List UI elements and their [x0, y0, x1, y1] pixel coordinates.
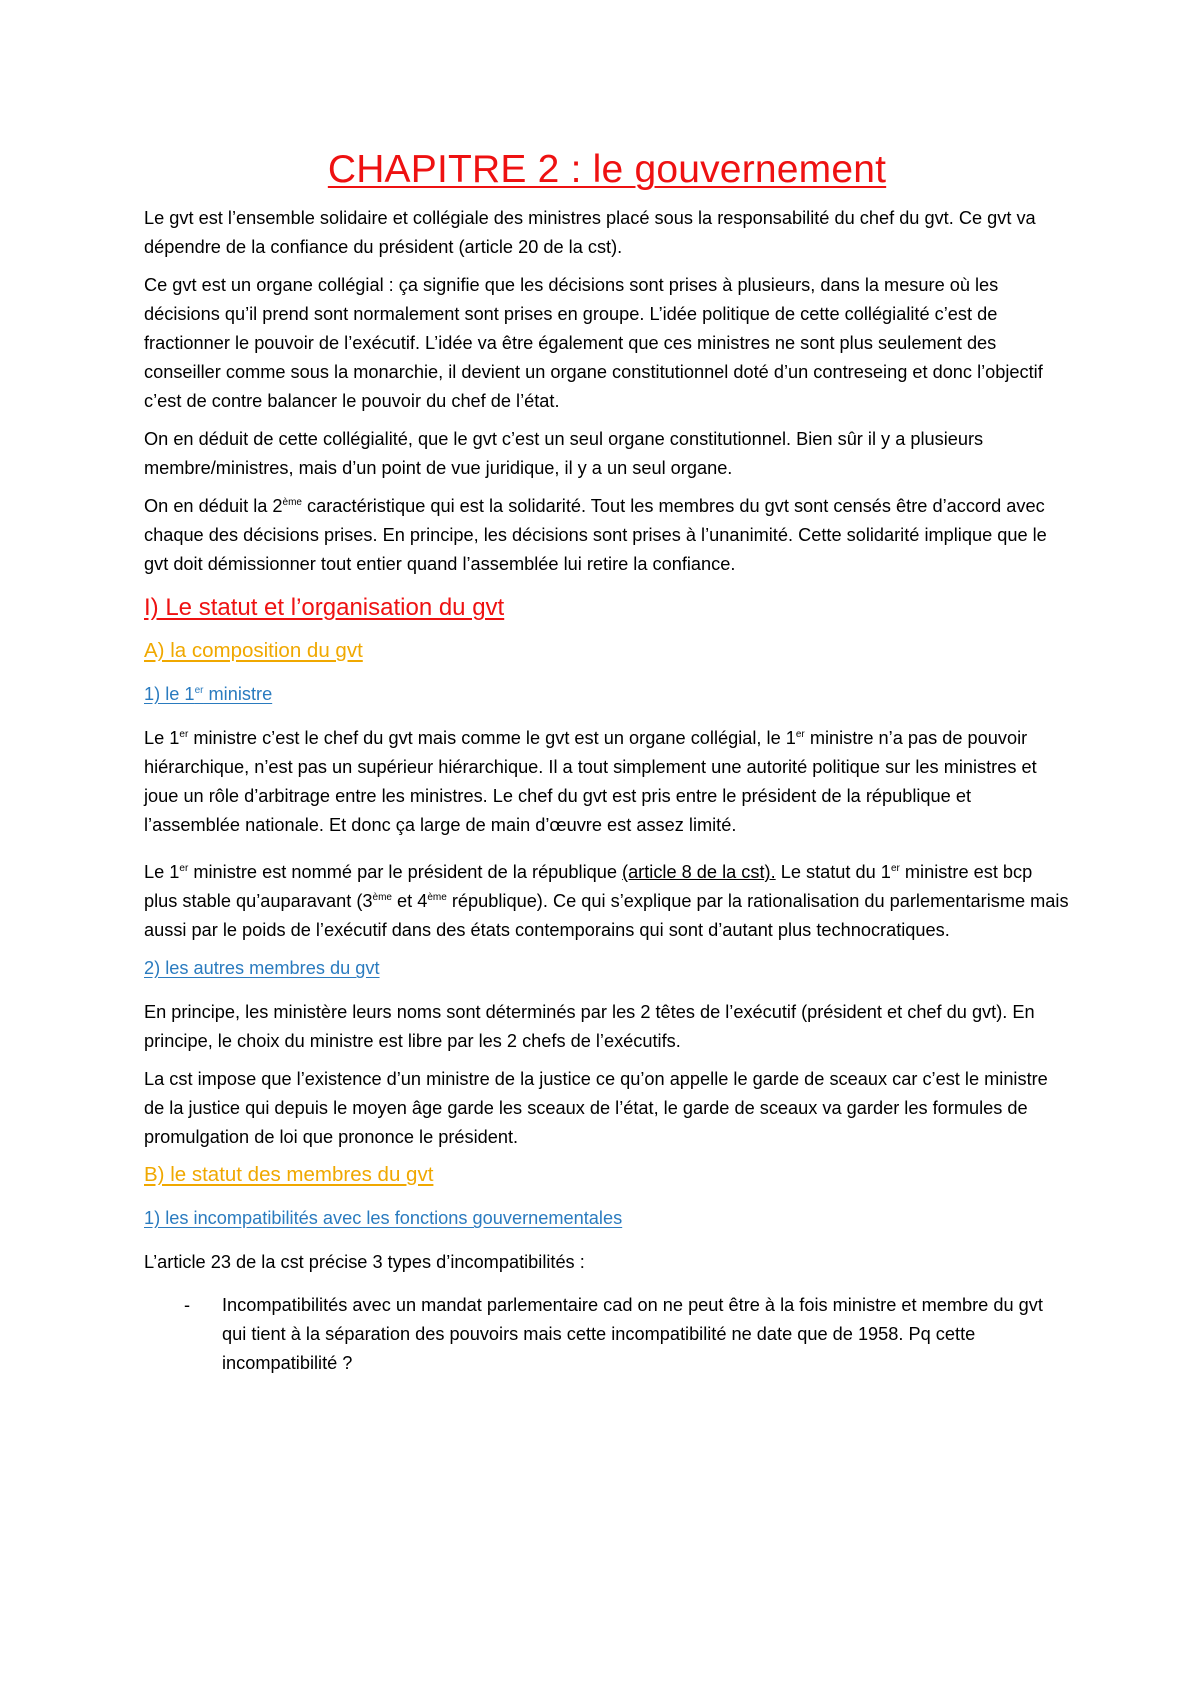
list-item-text: Incompatibilités avec un mandat parlementaire cad on ne peut être à la fois ministre et membre du gvt qui tient à la séparation des pouvoirs mais cette incompatibilité ne date que de 1958. Pq cette incompatibilité ?	[222, 1295, 1043, 1373]
list-dash: -	[184, 1295, 191, 1315]
subsubsection-heading-b1: 1) les incompatibilités avec les fonctions gouvernementales	[144, 1208, 623, 1228]
intro-paragraph-1: Le gvt est l’ensemble solidaire et collégiale des ministres placé sous la responsabilité du chef du gvt. Ce gvt va dépendre de la confiance du président (article 20 de la cst).	[144, 208, 1036, 257]
subsubsection-heading-a2: 2) les autres membres du gvt	[144, 958, 380, 978]
paragraph-autres-membres-1: En principe, les ministère leurs noms sont déterminés par les 2 têtes de l’exécutif (président et chef du gvt). En principe, le choix du ministre est libre par les 2 chefs de l’exécutifs.	[144, 1002, 1035, 1051]
paragraph-incompatibilites: L’article 23 de la cst précise 3 types d’incompatibilités :	[144, 1252, 585, 1272]
paragraph-premier-ministre-2: Le 1er ministre est nommé par le président de la république (article 8 de la cst). Le statut du 1er ministre est bcp plus stable qu’auparavant (3ème et 4ème république). Ce qui s’explique par la rationalisation du parlementarisme mais aussi par le poids de l’exécutif dans des états contemporains qui sont d’autant plus technocratiques.	[144, 862, 1069, 940]
subsection-heading-a: A) la composition du gvt	[144, 639, 363, 662]
subsubsection-heading-a1: 1) le 1er ministre	[144, 684, 273, 704]
intro-paragraph-4: On en déduit la 2ème caractéristique qui est la solidarité. Tout les membres du gvt sont censés être d’accord avec chaque des décisions prises. En principe, les décisions sont prises à l’unanimité. Cette solidarité implique que le gvt doit démissionner tout entier quand l’assemblée lui retire la confiance.	[144, 496, 1047, 574]
list-item	[184, 1291, 1070, 1378]
paragraph-premier-ministre-1: Le 1er ministre c’est le chef du gvt mais comme le gvt est un organe collégial, le 1er ministre n’a pas de pouvoir hiérarchique, n’est pas un supérieur hiérarchique. Il a tout simplement une autorité politique sur les ministres et joue un rôle d’arbitrage entre les ministres. Le chef du gvt est pris entre le président de la république et l’assemblée nationale. Et donc ça large de main d’œuvre est assez limité.	[144, 728, 1037, 835]
intro-paragraph-3: On en déduit de cette collégialité, que le gvt c’est un seul organe constitutionnel. Bien sûr il y a plusieurs membre/ministres, mais d’un point de vue juridique, il y a un seul organe.	[144, 429, 984, 478]
section-heading-1: I) Le statut et l’organisation du gvt	[144, 594, 505, 621]
intro-paragraph-2: Ce gvt est un organe collégial : ça signifie que les décisions sont prises à plusieurs, dans la mesure où les décisions qu’il prend sont normalement sont prises en groupe. L’idée politique de cette collégialité c’est de fractionner le pouvoir de l’exécutif. L’idée va être également que ces ministres ne sont plus seulement des conseiller comme sous la monarchie, il devient un organe constitutionnel doté d’un contreseing et donc l’objectif c’est de contre balancer le pouvoir du chef de l’état.	[144, 275, 1043, 411]
paragraph-autres-membres-2: La cst impose que l’existence d’un ministre de la justice ce qu’on appelle le garde de sceaux car c’est le ministre de la justice qui depuis le moyen âge garde les sceaux de l’état, le garde de sceaux va garder les formules de promulgation de loi que prononce le président.	[144, 1069, 1048, 1147]
page-title: CHAPITRE 2 : le gouvernement	[327, 148, 887, 191]
article-reference: (article 8 de la cst).	[622, 862, 776, 882]
subsection-heading-b: B) le statut des membres du gvt	[144, 1163, 434, 1186]
